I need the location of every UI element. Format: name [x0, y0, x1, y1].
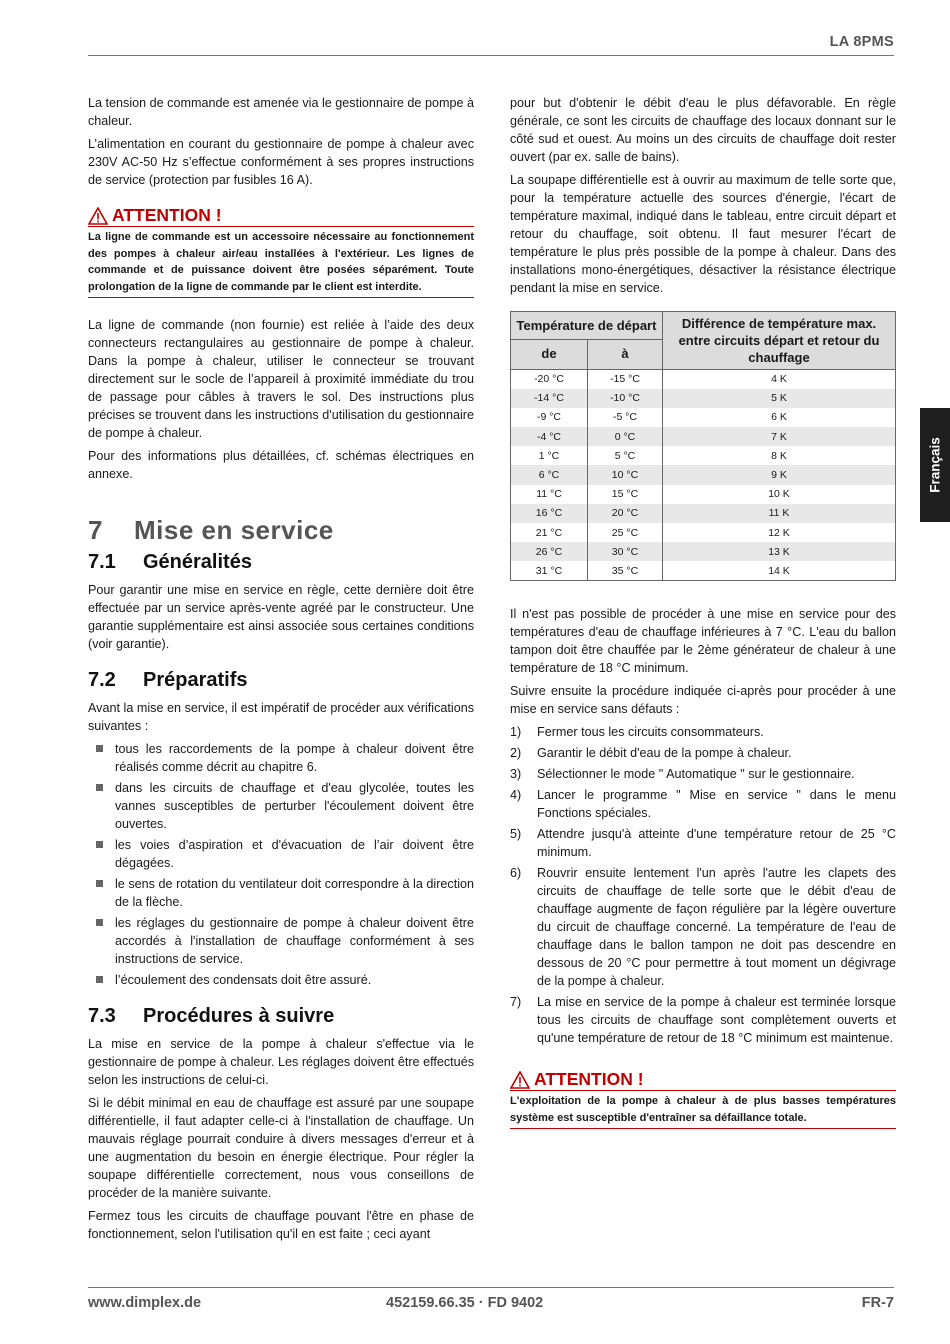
language-tab-label: Français	[927, 437, 943, 493]
cell-from: 26 °C	[511, 542, 588, 561]
cell-difference: 13 K	[663, 542, 896, 561]
paragraph: La tension de commande est amenée via le gestionnaire de pompe à chaleur.	[88, 96, 474, 128]
table-row	[511, 370, 896, 389]
cell-difference: 12 K	[663, 523, 896, 542]
table-body	[511, 370, 896, 581]
cell-from: 1 °C	[511, 446, 588, 465]
procedure-steps	[510, 723, 896, 1047]
step-text: La mise en service de la pompe à chaleur est terminée lorsque tous les circuits de chauffage sont complètement ouverts et qu'une température de retour de 18 °C minimum est maintenue.	[537, 995, 896, 1046]
cell-to: 15 °C	[588, 485, 663, 504]
attention-title: ATTENTION !	[534, 1069, 644, 1090]
section-title: Préparatifs	[143, 669, 248, 691]
language-tab	[920, 408, 950, 522]
section-7-3-heading	[88, 1007, 474, 1025]
table-row	[511, 446, 896, 465]
cell-difference: 9 K	[663, 465, 896, 484]
step-text: Fermer tous les circuits consommateurs.	[537, 725, 764, 740]
cell-to: 0 °C	[588, 427, 663, 446]
step-number: 4)	[510, 788, 522, 803]
step-item	[510, 825, 896, 861]
cell-from: 16 °C	[511, 504, 588, 523]
list-item: l’écoulement des condensats doit être assuré.	[88, 971, 474, 989]
paragraph: Pour des informations plus détaillées, cf. schémas électriques en annexe.	[88, 449, 474, 481]
step-text: Attendre jusqu'à atteinte d'une température retour de 25 °C minimum.	[537, 827, 896, 860]
warning-triangle-icon	[510, 1071, 530, 1089]
table-row	[511, 561, 896, 580]
attention-text: La ligne de commande est un accessoire nécessaire au fonctionnement des pompes à chaleur air/eau installées à l'extérieur. Les lignes de commande et de puissance doivent être posées séparément. Toute prolongation de la ligne de commande par le client est interdite.	[88, 229, 474, 298]
paragraph: Pour garantir une mise en service en règle, cette dernière doit être effectuée par un service après-vente agréé par le constructeur. Une garantie supplémentaire est ainsi associée sous certaines conditions (voir garantie).	[88, 583, 474, 651]
step-number: 1)	[510, 725, 522, 740]
header-title: LA 8PMS	[829, 34, 894, 50]
paragraph: La mise en service de la pompe à chaleur s'effectue via le gestionnaire de pompe à chaleur. Les réglages doivent être effectués selon les instructions de celui-ci.	[88, 1037, 474, 1087]
footer-rule	[88, 1287, 894, 1288]
left-column	[88, 94, 474, 1248]
square-bullet-icon	[96, 745, 103, 752]
paragraph: Fermez tous les circuits de chauffage pouvant l'être en phase de fonctionnement, selon l'utilisation qu'il en est faite ; ceci ayant	[88, 1209, 474, 1241]
section-number: 7.3	[88, 1005, 116, 1027]
cell-from: -14 °C	[511, 389, 588, 408]
table-row	[511, 523, 896, 542]
list-item: le sens de rotation du ventilateur doit correspondre à la direction de la flèche.	[88, 875, 474, 911]
step-item	[510, 864, 896, 990]
step-number: 3)	[510, 767, 522, 782]
cell-difference: 10 K	[663, 485, 896, 504]
table-row	[511, 465, 896, 484]
square-bullet-icon	[96, 841, 103, 848]
header-to: à	[588, 339, 663, 369]
cell-to: -15 °C	[588, 370, 663, 389]
checklist	[88, 740, 474, 989]
step-item	[510, 723, 896, 741]
cell-to: 20 °C	[588, 504, 663, 523]
step-text: Sélectionner le mode " Automatique " sur le gestionnaire.	[537, 767, 855, 782]
cell-difference: 8 K	[663, 446, 896, 465]
header-temperature: Température de départ	[511, 312, 663, 340]
attention-text: L'exploitation de la pompe à chaleur à de plus basses températures système est susceptible d'entraîner sa défaillance totale.	[510, 1093, 896, 1129]
cell-to: 30 °C	[588, 542, 663, 561]
step-item	[510, 786, 896, 822]
cell-difference: 4 K	[663, 370, 896, 389]
step-text: Lancer le programme " Mise en service " dans le menu Fonctions spéciales.	[537, 788, 896, 821]
section-number: 7.2	[88, 669, 116, 691]
square-bullet-icon	[96, 784, 103, 791]
cell-difference: 5 K	[663, 389, 896, 408]
header-from: de	[511, 339, 588, 369]
paragraph: L’alimentation en courant du gestionnaire de pompe à chaleur avec 230V AC-50 Hz s’effectue conformément à ses propres instructions de service (protection par fusibles 16 A).	[88, 137, 474, 187]
table-row	[511, 485, 896, 504]
paragraph: pour but d'obtenir le débit d'eau le plus défavorable. En règle générale, ce sont les circuits de chauffage des locaux donnant sur le côté sud et ouest. Au moins un des circuits de chauffage doit rester ouvert (par ex. salle de bains).	[510, 96, 896, 164]
section-7-1-heading	[88, 553, 474, 571]
cell-from: 31 °C	[511, 561, 588, 580]
paragraph: La soupape différentielle est à ouvrir au maximum de telle sorte que, pour la température actuelle des sources d'énergie, l'écart de température maximal, indiqué dans le tableau, entre circuit départ et retour du chauffage, soit obtenu. Il faut mesurer l'écart de température le plus près possible de la pompe à chaleur. Dans des installations mono-énergétiques, désactiver la résistance électrique pendant la mise en service.	[510, 173, 896, 295]
section-number: 7	[88, 515, 103, 545]
section-title: Mise en service	[134, 515, 334, 545]
attention-heading	[510, 1069, 896, 1091]
list-item: les réglages du gestionnaire de pompe à chaleur doivent être accordés à l'installation de chauffage conformément à ses instructions de service.	[88, 914, 474, 968]
cell-difference: 11 K	[663, 504, 896, 523]
section-title: Procédures à suivre	[143, 1005, 335, 1027]
paragraph: Il n'est pas possible de procéder à une mise en service pour des températures d'eau de chauffage inférieures à 7 °C. L'eau du ballon tampon doit être chauffée par le 2ème générateur de chaleur à une température de 18 °C minimum.	[510, 607, 896, 676]
cell-from: 21 °C	[511, 523, 588, 542]
warning-triangle-icon	[88, 207, 108, 225]
cell-to: -10 °C	[588, 389, 663, 408]
footer-docnum: 452159.66.35 · FD 9402	[386, 1295, 544, 1311]
right-column	[510, 94, 896, 1147]
step-text: Rouvrir ensuite lentement l'un après l'autre les clapets des circuits de chauffage de telle sorte que le débit d'eau de chauffage augmente de façon régulière par la légère ouverture du circuit de chauffage concerné. La température de l'eau de chauffage dans le ballon tampon ne doit pas descendre en dessous de 20 °C pour permettre à tout moment un dégivrage de la pompe à chaleur.	[537, 866, 896, 989]
step-number: 6)	[510, 866, 522, 881]
cell-from: 11 °C	[511, 485, 588, 504]
paragraph: Avant la mise en service, il est impératif de procéder aux vérifications suivantes :	[88, 701, 474, 733]
paragraph: Si le débit minimal en eau de chauffage est assuré par une soupape différentielle, il faut adapter celle-ci à l'installation de chauffage. Un mauvais réglage pourrait conduire à divers messages d'erreur et à une augmentation du besoin en énergie électrique. Pour régler la soupape différentielle correctement, nous vous conseillons de procéder de la manière suivante.	[88, 1096, 474, 1200]
footer-page: FR-7	[861, 1295, 894, 1311]
step-text: Garantir le débit d'eau de la pompe à chaleur.	[537, 746, 792, 761]
header-difference: Différence de température max. entre circuits départ et retour du chauffage	[663, 312, 896, 370]
section-7-2-heading	[88, 671, 474, 689]
section-7-heading	[88, 515, 474, 545]
cell-from: -20 °C	[511, 370, 588, 389]
list-item: dans les circuits de chauffage et d'eau glycolée, toutes les vannes susceptibles de perturber l'écoulement doivent être ouvertes.	[88, 779, 474, 833]
list-item: tous les raccordements de la pompe à chaleur doivent être réalisés comme décrit au chapitre 6.	[88, 740, 474, 776]
cell-to: 25 °C	[588, 523, 663, 542]
step-number: 5)	[510, 827, 522, 842]
step-number: 2)	[510, 746, 522, 761]
paragraph: La ligne de commande (non fournie) est reliée à l’aide des deux connecteurs rectangulaires au gestionnaire de pompe à chaleur. Dans la pompe à chaleur, utiliser le connecteur se trouvant directement sur le socle de l’appareil à proximité immédiate du trou de passage pour câbles à travers le sol. Des instructions plus précises se trouvent dans les instructions d'utilisation du gestionnaire de pompe à chaleur.	[88, 318, 474, 440]
cell-from: -9 °C	[511, 408, 588, 427]
step-item	[510, 744, 896, 762]
table-row	[511, 408, 896, 427]
cell-difference: 14 K	[663, 561, 896, 580]
attention-heading	[88, 205, 474, 227]
step-item	[510, 765, 896, 783]
list-item: les voies d’aspiration et d'évacuation de l’air doivent être dégagées.	[88, 836, 474, 872]
cell-from: -4 °C	[511, 427, 588, 446]
cell-from: 6 °C	[511, 465, 588, 484]
square-bullet-icon	[96, 919, 103, 926]
table-row	[511, 504, 896, 523]
step-item	[510, 993, 896, 1047]
cell-to: 10 °C	[588, 465, 663, 484]
temperature-table	[510, 311, 896, 581]
cell-difference: 7 K	[663, 427, 896, 446]
paragraph: Suivre ensuite la procédure indiquée ci-après pour procéder à une mise en service sans défauts :	[510, 684, 896, 717]
section-number: 7.1	[88, 551, 116, 573]
table-row	[511, 389, 896, 408]
footer-website: www.dimplex.de	[88, 1295, 202, 1311]
square-bullet-icon	[96, 880, 103, 887]
cell-difference: 6 K	[663, 408, 896, 427]
table-row	[511, 542, 896, 561]
square-bullet-icon	[96, 976, 103, 983]
cell-to: 5 °C	[588, 446, 663, 465]
cell-to: 35 °C	[588, 561, 663, 580]
attention-title: ATTENTION !	[112, 205, 222, 225]
step-number: 7)	[510, 995, 522, 1010]
header-rule	[88, 55, 894, 56]
section-title: Généralités	[143, 551, 252, 573]
cell-to: -5 °C	[588, 408, 663, 427]
table-row	[511, 427, 896, 446]
